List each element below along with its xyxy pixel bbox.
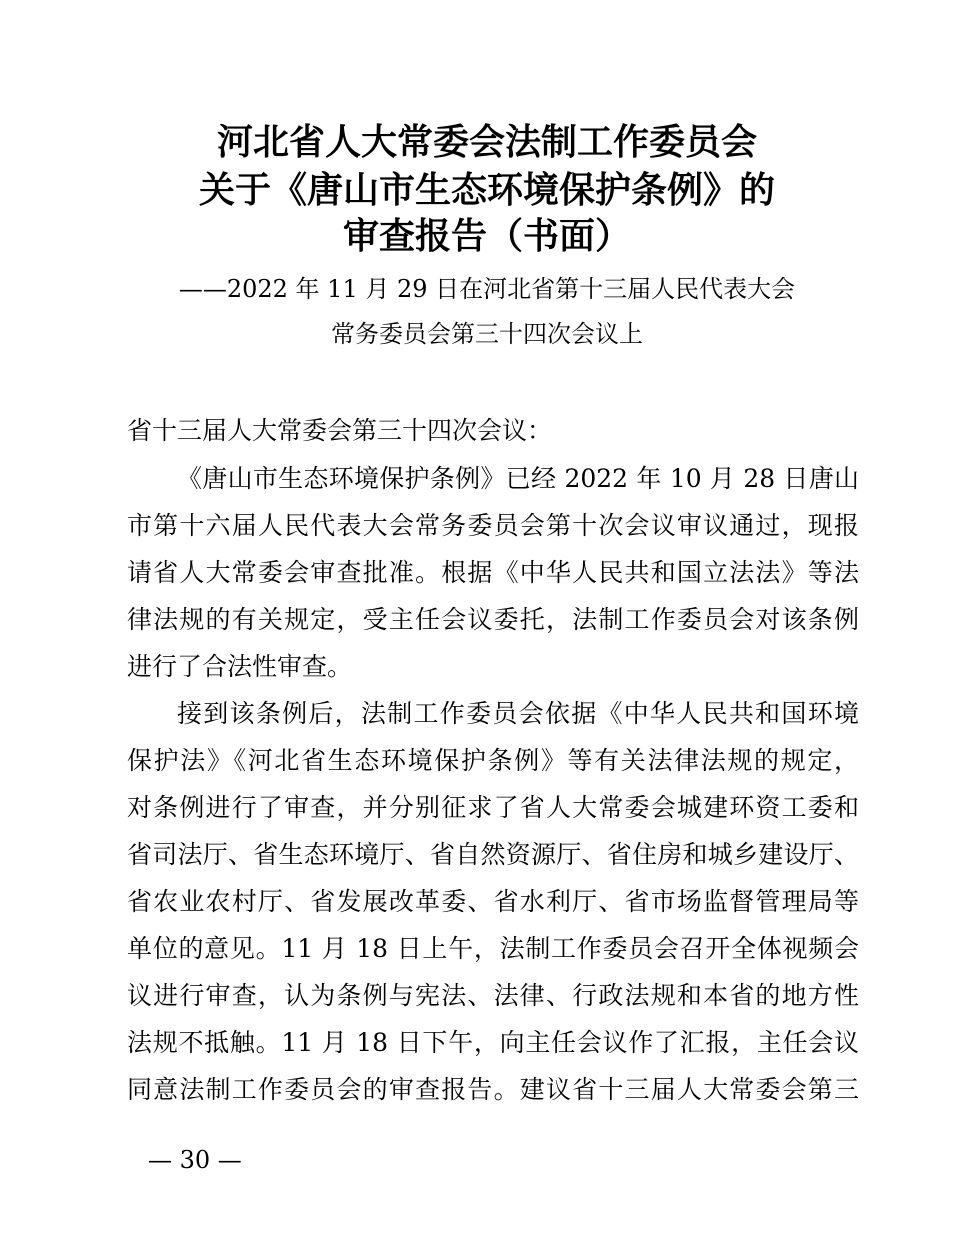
paragraph-2-line-9: 同意法制工作委员会的审查报告。建议省十三届人大常委会第三 <box>127 1075 859 1104</box>
report-title-line-2: 关于《唐山市生态环境保护条例》的 <box>198 170 775 211</box>
paragraph-2-line-1: 接到该条例后，法制工作委员会依据《中华人民共和国环境 <box>177 699 859 728</box>
paragraph-1-line-4: 律法规的有关规定，受主任会议委托，法制工作委员会对该条例 <box>127 605 859 634</box>
paragraph-2-line-2: 保护法》《河北省生态环境保护条例》等有关法律法规的规定， <box>127 746 859 775</box>
report-subtitle-line-1: ——2022 年 11 月 29 日在河北省第十三届人民代表大会 <box>178 275 796 303</box>
report-title-line-3: 审查报告（书面） <box>342 216 631 257</box>
paragraph-1-line-1: 《唐山市生态环境保护条例》已经 2022 年 10 月 28 日唐山 <box>177 464 859 493</box>
paragraph-2-line-3: 对条例进行了审查，并分别征求了省人大常委会城建环资工委和 <box>127 793 859 822</box>
paragraph-2-line-4: 省司法厅、省生态环境厅、省自然资源厅、省住房和城乡建设厅、 <box>127 840 859 869</box>
paragraph-2-line-6: 单位的意见。11 月 18 日上午，法制工作委员会召开全体视频会 <box>127 934 859 963</box>
report-title-line-1: 河北省人大常委会法制工作委员会 <box>216 122 757 163</box>
paragraph-2-line-8: 法规不抵触。11 月 18 日下午，向主任会议作了汇报，主任会议 <box>127 1028 859 1057</box>
paragraph-1-line-5: 进行了合法性审查。 <box>127 652 353 681</box>
paragraph-2-line-5: 省农业农村厅、省发展改革委、省水利厅、省市场监督管理局等 <box>127 887 859 916</box>
paragraph-1-line-2: 市第十六届人民代表大会常务委员会第十次会议审议通过，现报 <box>127 511 859 540</box>
page-number: — 30 — <box>148 1146 242 1174</box>
salutation: 省十三届人大常委会第三十四次会议： <box>127 416 553 445</box>
paragraph-2-line-7: 议进行审查，认为条例与宪法、法律、行政法规和本省的地方性 <box>127 981 859 1010</box>
paragraph-1-line-3: 请省人大常委会审查批准。根据《中华人民共和国立法法》等法 <box>127 558 859 587</box>
report-subtitle-line-2: 常务委员会第三十四次会议上 <box>331 320 643 348</box>
